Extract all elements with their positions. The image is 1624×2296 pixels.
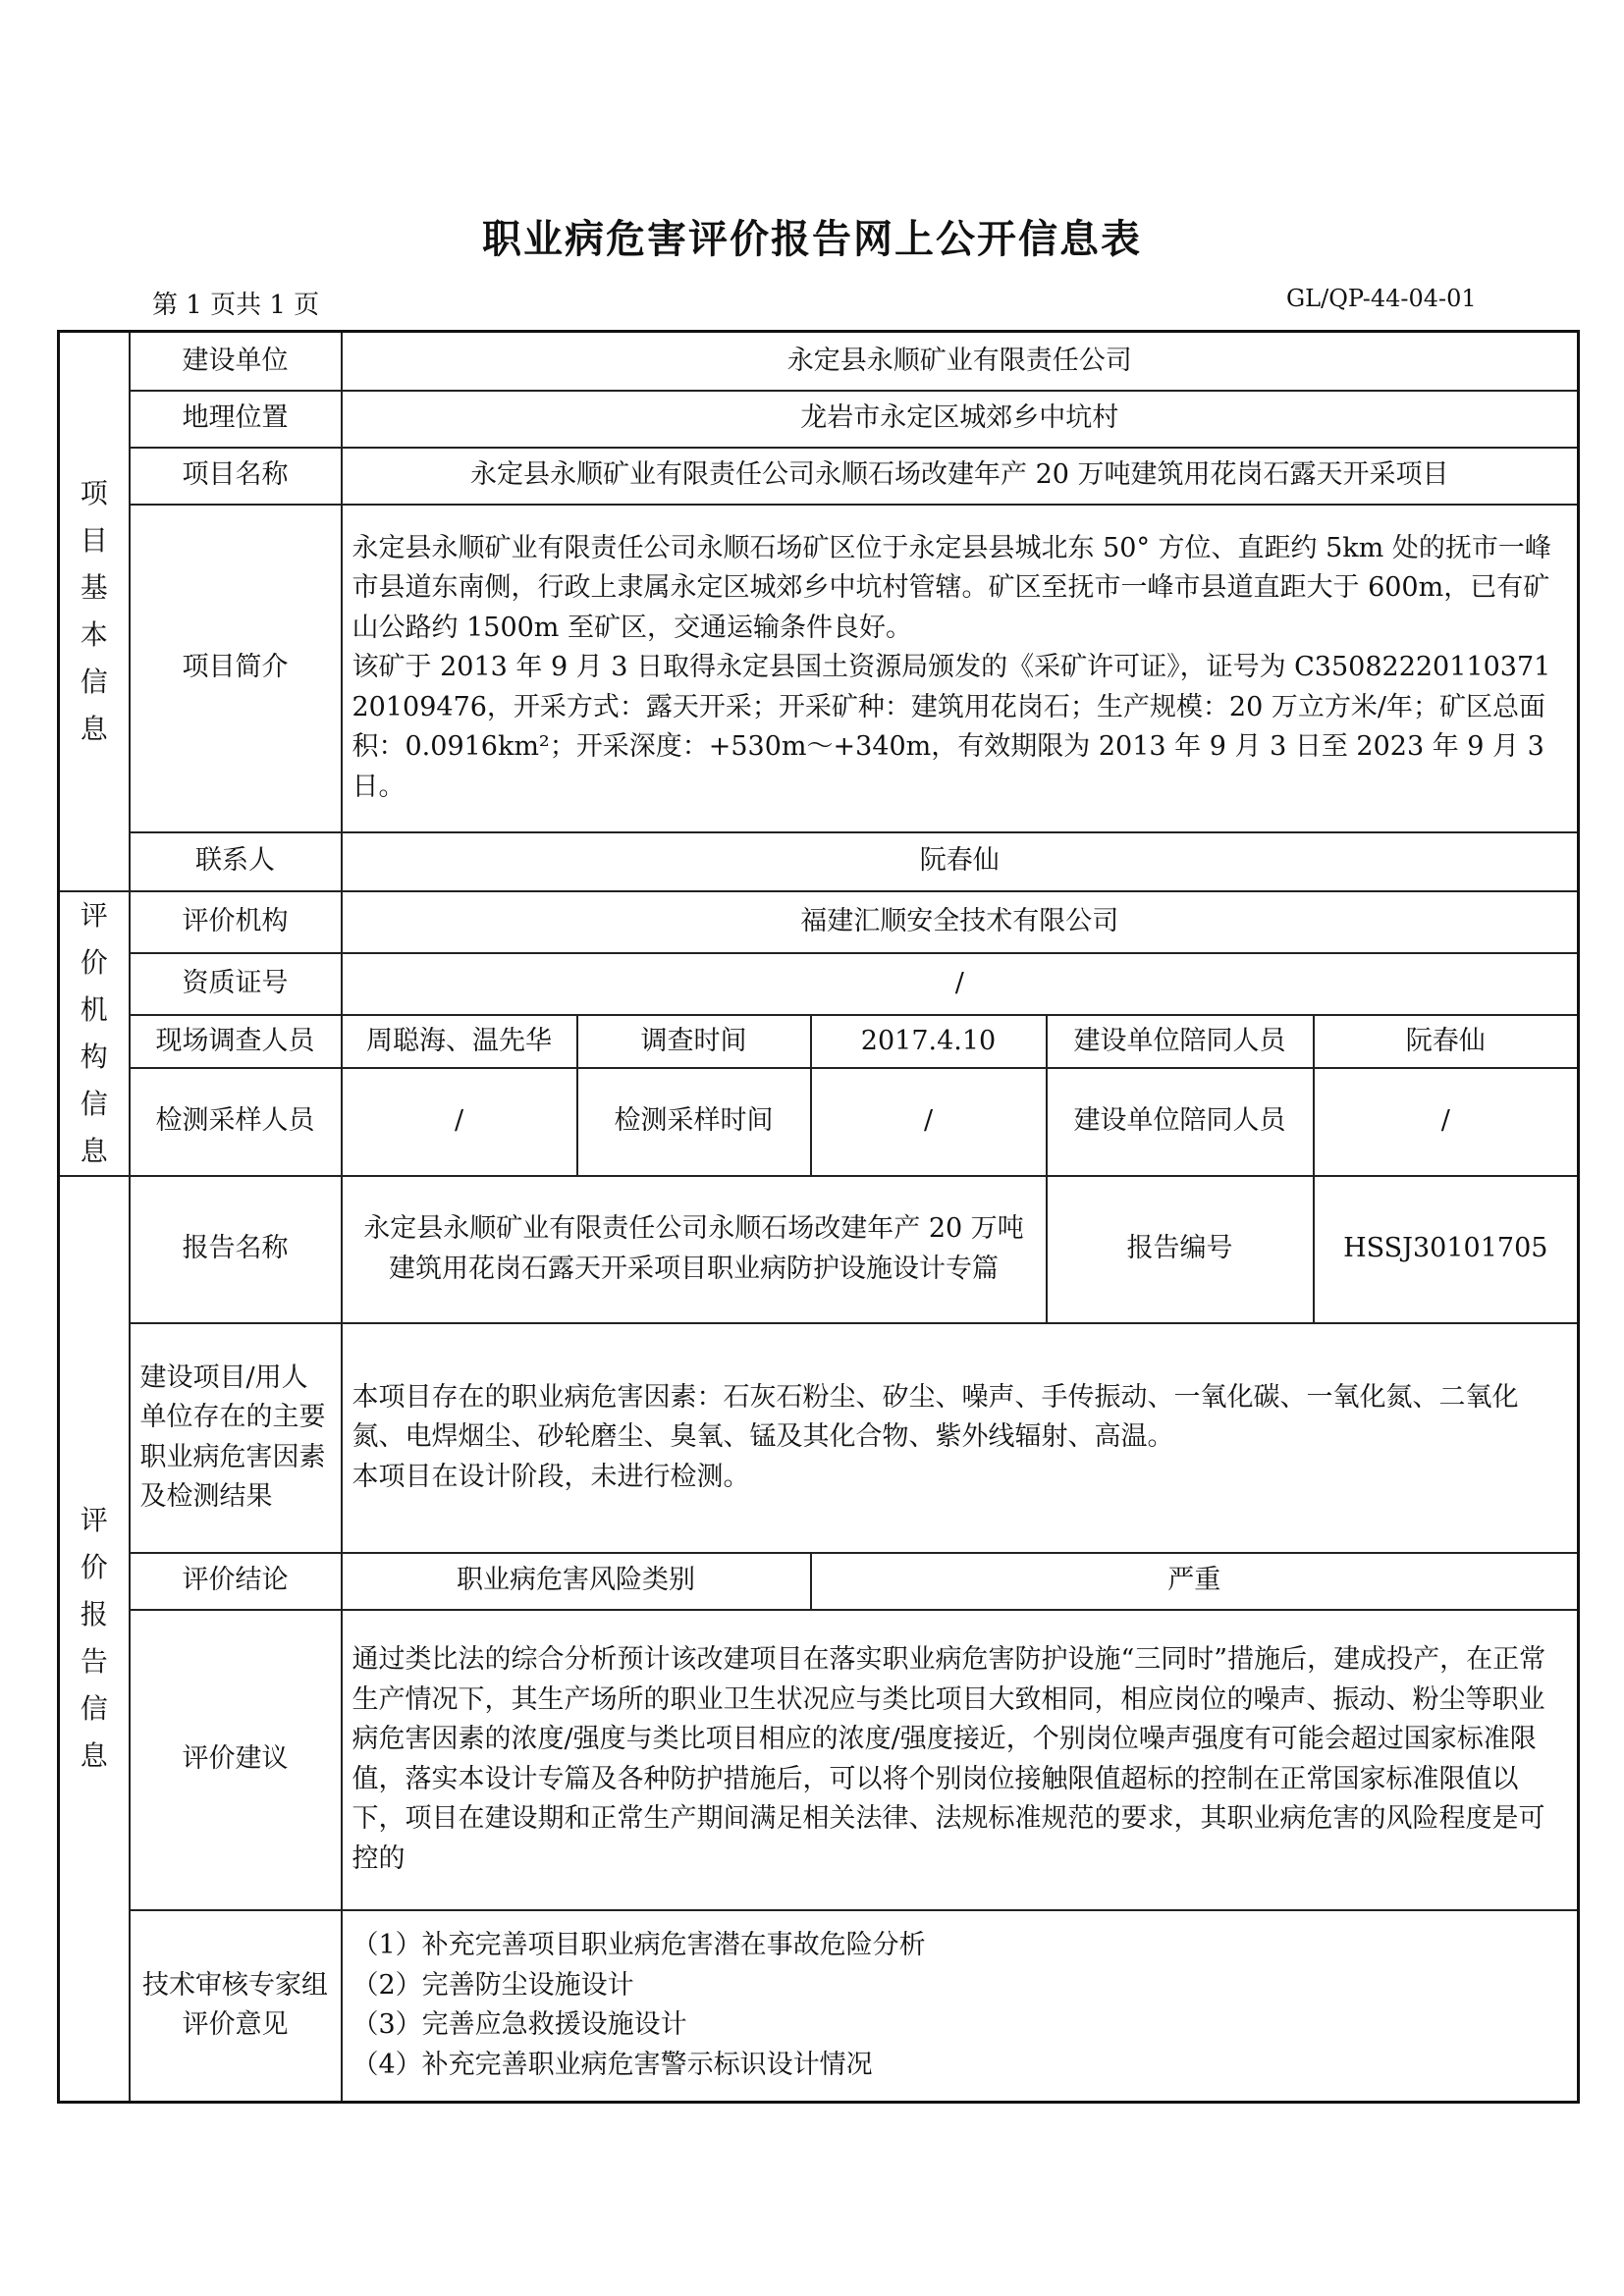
unit-value: 永定县永顺矿业有限责任公司 [342,332,1579,391]
survey-staff-label: 现场调查人员 [130,1015,342,1067]
intro-value [342,505,1579,832]
report-name-label: 报告名称 [130,1176,342,1323]
section-label-report: 评价报告信息 [59,1176,130,2103]
row-intro [59,505,1579,832]
contact-value: 阮春仙 [342,832,1579,891]
sampling-staff-label: 检测采样人员 [130,1068,342,1176]
survey-time-value: 2017.4.10 [811,1015,1047,1067]
risk-value: 严重 [811,1553,1579,1610]
sampling-escort-label: 建设单位陪同人员 [1047,1068,1314,1176]
expert-opinion-item: （1）补充完善项目职业病危害潜在事故危险分析 [352,1930,926,1961]
row-advice [59,1610,1579,1910]
location-label: 地理位置 [130,391,342,448]
row-project-name [59,448,1579,505]
project-name-label: 项目名称 [130,448,342,505]
section-label-agency: 评价机构信息 [59,891,130,1176]
page-info: 第 1 页共 1 页 [152,291,320,320]
intro-paragraph-1: 永定县永顺矿业有限责任公司永顺石场矿区位于永定县县城北东 50° 方位、直距约 5km 处的抚市一峰市县道东南侧，行政上隶属永定区城郊乡中坑村管辖。矿区至抚市一峰市县道直距大于 600m，已有矿山公路约 1500m 至矿区，交通运输条件良好。 [352,532,1551,643]
hazards-label: 建设项目/用人单位存在的主要职业病危害因素及检测结果 [130,1323,342,1553]
contact-label: 联系人 [130,832,342,891]
row-contact [59,832,1579,891]
row-survey [59,1015,1579,1067]
section-label-project: 项目基本信息 [59,332,130,891]
report-name-value: 永定县永顺矿业有限责任公司永顺石场改建年产 20 万吨建筑用花岗石露天开采项目职业病防护设施设计专篇 [342,1176,1047,1323]
conclusion-label: 评价结论 [130,1553,342,1610]
row-conclusion [59,1553,1579,1610]
hazards-paragraph-1: 本项目存在的职业病危害因素：石灰石粉尘、矽尘、噪声、手传振动、一氧化碳、一氧化氮、二氧化氮、电焊烟尘、砂轮磨尘、臭氧、锰及其化合物、紫外线辐射、高温。 [352,1381,1519,1453]
advice-label: 评价建议 [130,1610,342,1910]
row-agency [59,891,1579,953]
expert-opinion-item: （4）补充完善职业病危害警示标识设计情况 [352,2049,873,2080]
risk-label: 职业病危害风险类别 [342,1553,811,1610]
hazards-value [342,1323,1579,1553]
page-title: 职业病危害评价报告网上公开信息表 [482,217,1142,262]
sampling-escort-value: / [1314,1068,1579,1176]
expert-opinions [342,1910,1579,2103]
row-cert [59,953,1579,1015]
survey-escort-value: 阮春仙 [1314,1015,1579,1067]
row-expert [59,1910,1579,2103]
unit-label: 建设单位 [130,332,342,391]
survey-time-label: 调查时间 [577,1015,811,1067]
row-sampling [59,1068,1579,1176]
row-report-name [59,1176,1579,1323]
expert-opinion-item: （3）完善应急救援设施设计 [352,2009,687,2041]
expert-label: 技术审核专家组评价意见 [130,1910,342,2103]
row-location [59,391,1579,448]
cert-label: 资质证号 [130,953,342,1015]
sampling-staff-value: / [342,1068,577,1176]
survey-staff-value: 周聪海、温先华 [342,1015,577,1067]
agency-value: 福建汇顺安全技术有限公司 [342,891,1579,953]
survey-escort-label: 建设单位陪同人员 [1047,1015,1314,1067]
intro-label: 项目简介 [130,505,342,832]
sampling-time-value: / [811,1068,1047,1176]
cert-value: / [342,953,1579,1015]
project-name-value: 永定县永顺矿业有限责任公司永顺石场改建年产 20 万吨建筑用花岗石露天开采项目 [342,448,1579,505]
intro-paragraph-2: 该矿于 2013 年 9 月 3 日取得永定县国土资源局颁发的《采矿许可证》，证号为 C3508222011037120109476，开采方式：露天开采；开采矿种：建筑用花岗石；生产规模：20 万立方米/年；矿区总面积：0.0916km²；开采深度：+530m～+340m，有效期限为 2013 年 9 月 3 日至 2023 年 9 月 3 日。 [352,652,1551,802]
info-table [57,330,1580,2104]
advice-value: 通过类比法的综合分析预计该改建项目在落实职业病危害防护设施“三同时”措施后，建成投产，在正常生产情况下，其生产场所的职业卫生状况应与类比项目大致相同，相应岗位的噪声、振动、粉尘等职业病危害因素的浓度/强度与类比项目相应的浓度/强度接近，个别岗位噪声强度有可能会超过国家标准限值，落实本设计专篇及各种防护措施后，可以将个别岗位接触限值超标的控制在正常国家标准限值以下，项目在建设期和正常生产期间满足相关法律、法规标准规范的要求，其职业病危害的风险程度是可控的 [342,1610,1579,1910]
report-no-value: HSSJ30101705 [1314,1176,1579,1323]
form-code: GL/QP-44-04-01 [1286,285,1477,312]
location-value: 龙岩市永定区城郊乡中坑村 [342,391,1579,448]
expert-opinion-item: （2）完善防尘设施设计 [352,1969,634,2001]
row-hazards [59,1323,1579,1553]
agency-label: 评价机构 [130,891,342,953]
report-no-label: 报告编号 [1047,1176,1314,1323]
row-unit [59,332,1579,391]
sampling-time-label: 检测采样时间 [577,1068,811,1176]
hazards-paragraph-2: 本项目在设计阶段，未进行检测。 [352,1461,750,1492]
